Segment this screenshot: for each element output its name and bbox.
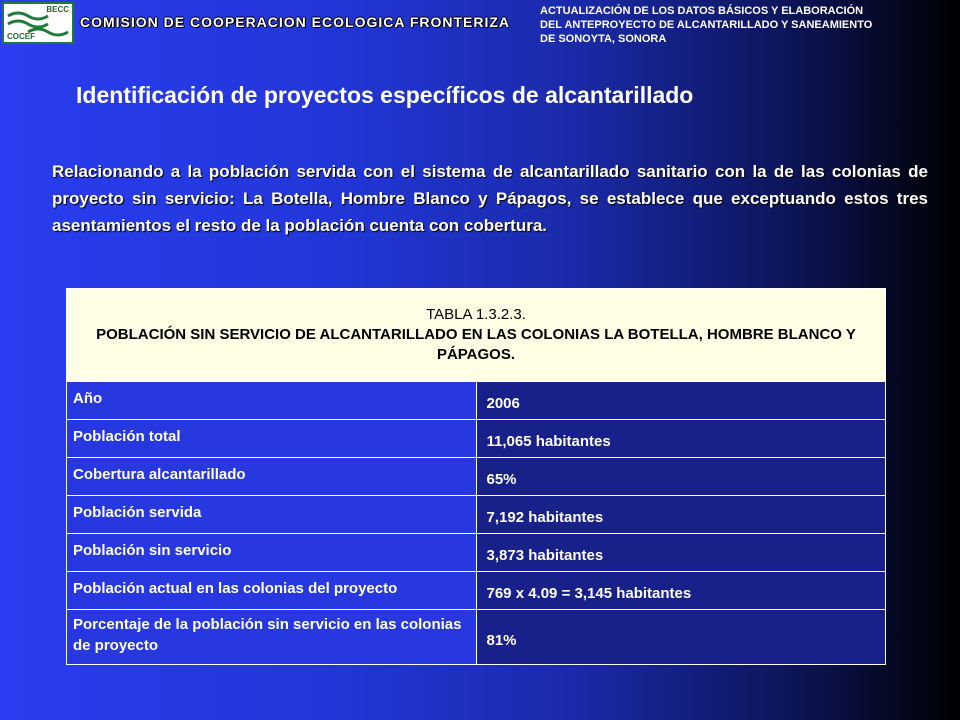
project-title: ACTUALIZACIÓN DE LOS DATOS BÁSICOS Y ELABORACIÓN DEL ANTEPROYECTO DE ALCANTARILLADO Y SANEAMIENTO DE SONOYTA, SONORA (540, 5, 873, 45)
row-value-unserved-percentage: 81% (476, 610, 886, 665)
organization-name: COMISION DE COOPERACION ECOLOGICA FRONTERIZA (80, 14, 511, 30)
table-row (67, 534, 886, 572)
row-value-unserved-population: 3,873 habitantes (476, 534, 886, 572)
table-caption (67, 289, 886, 382)
row-label-unserved-population: Población sin servicio (67, 534, 477, 572)
row-label-coverage: Cobertura alcantarillado (67, 458, 477, 496)
becc-cocef-logo (2, 2, 74, 44)
table-number: TABLA 1.3.2.3. (426, 306, 526, 323)
row-label-project-colonies-population: Población actual en las colonias del proyecto (67, 572, 477, 610)
table-caption-row (67, 289, 886, 382)
slide-title: Identificación de proyectos específicos de alcantarillado (76, 82, 694, 108)
logo-becc-text: BECC (46, 5, 69, 14)
population-table (66, 288, 886, 665)
table-row (67, 496, 886, 534)
row-label-served-population: Población servida (67, 496, 477, 534)
row-value-project-colonies-population: 769 x 4.09 = 3,145 habitantes (476, 572, 886, 610)
row-value-total-population: 11,065 habitantes (476, 420, 886, 458)
table-row (67, 420, 886, 458)
row-label-year: Año (67, 382, 477, 420)
table-row (67, 458, 886, 496)
intro-paragraph: Relacionando a la población servida con el sistema de alcantarillado sanitario con la de las colonias de proyecto sin servicio: La Botella, Hombre Blanco y Pápagos, se establece que exceptuando estos tres asentamientos el resto de la población cuenta con cobertura. (52, 162, 928, 235)
table-caption-title: POBLACIÓN SIN SERVICIO DE ALCANTARILLADO EN LAS COLONIAS LA BOTELLA, HOMBRE BLANCO Y PÁPAGOS. (96, 326, 856, 363)
row-value-served-population: 7,192 habitantes (476, 496, 886, 534)
table-row (67, 610, 886, 665)
table-row (67, 382, 886, 420)
row-label-total-population: Población total (67, 420, 477, 458)
logo-cocef-text: COCEF (7, 32, 35, 41)
table-row (67, 572, 886, 610)
row-value-coverage: 65% (476, 458, 886, 496)
row-label-unserved-percentage: Porcentaje de la población sin servicio en las colonias de proyecto (67, 610, 477, 665)
row-value-year: 2006 (476, 382, 886, 420)
